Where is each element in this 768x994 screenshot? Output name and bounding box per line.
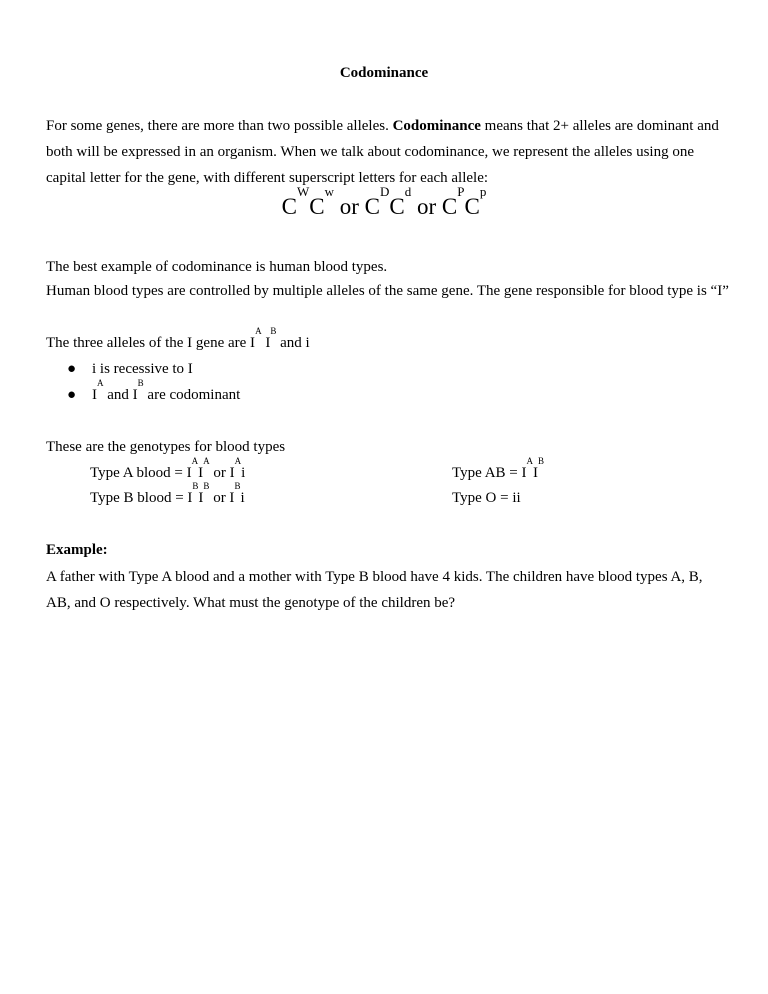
bullet-icon: ● (67, 361, 77, 377)
t: A (234, 456, 242, 466)
t: Type AB = I (452, 465, 527, 481)
t: B (137, 378, 144, 388)
t: A (97, 378, 104, 388)
t: d (404, 184, 412, 199)
bullet-item (67, 360, 193, 378)
t: P (457, 184, 465, 199)
t: I (261, 335, 271, 351)
example-line-2: AB, and O respectively. What must the genotype of the children be? (46, 595, 456, 611)
t: i (240, 490, 245, 506)
t: or I (209, 490, 235, 506)
t: B (270, 326, 277, 336)
t: and i (276, 335, 310, 351)
genotype-type-ab (452, 456, 545, 482)
genotype-type-a (90, 456, 246, 482)
intro-line-1 (46, 117, 719, 135)
t: are codominant (143, 387, 241, 403)
t: i is recessive to I (92, 361, 193, 377)
intro-line-3: capital letter for the gene, with different superscript letters for each allele: (46, 170, 489, 186)
t: D (380, 184, 390, 199)
text: means that 2+ alleles are dominant and (480, 118, 719, 134)
t: B (234, 481, 241, 491)
allele-notation-formula (0, 184, 768, 220)
bold-term: Codominance (392, 118, 481, 134)
t: B (192, 481, 199, 491)
t: C (309, 194, 325, 219)
t: I (198, 465, 204, 481)
t: C (364, 194, 381, 219)
t: and I (103, 387, 138, 403)
t: I (198, 490, 204, 506)
page-title: Codominance (339, 65, 429, 81)
example-line-1: A father with Type A blood and a mother with Type B blood have 4 kids. The children have blood types A, B, (46, 569, 703, 585)
t: A (191, 456, 199, 466)
t: I (92, 387, 97, 403)
t: i (241, 465, 246, 481)
blood-line-1: The best example of codominance is human blood types. (46, 259, 388, 275)
t: p (479, 184, 487, 199)
example-heading: Example: (46, 542, 108, 558)
t: The three alleles of the I gene are I (46, 335, 256, 351)
bullet-item (67, 378, 241, 404)
t: or (411, 194, 442, 219)
genotype-type-o: Type O = ii (452, 490, 521, 506)
alleles-line (46, 326, 310, 352)
t: C (441, 194, 458, 219)
t: C (389, 194, 405, 219)
t: W (296, 184, 310, 199)
t: w (324, 184, 334, 199)
t: Type A blood = I (90, 465, 192, 481)
blood-line-2: Human blood types are controlled by multiple alleles of the same gene. The gene responsible for blood type is “I” (46, 283, 729, 299)
t: or I (209, 465, 235, 481)
t: A (255, 326, 262, 336)
t: C (464, 194, 480, 219)
genotypes-heading: These are the genotypes for blood types (46, 439, 286, 455)
t: I (533, 465, 538, 481)
t: or (334, 194, 365, 219)
t: B (538, 456, 545, 466)
t: B (203, 481, 210, 491)
text: For some genes, there are more than two possible alleles. (46, 118, 393, 134)
t: Type B blood = I (90, 490, 193, 506)
intro-line-2: both will be expressed in an organism. When we talk about codominance, we represent the alleles using one (46, 144, 695, 160)
t: C (281, 194, 297, 219)
genotype-type-b (90, 481, 245, 507)
t: A (203, 456, 210, 466)
bullet-icon: ● (67, 387, 77, 403)
t: A (526, 456, 533, 466)
